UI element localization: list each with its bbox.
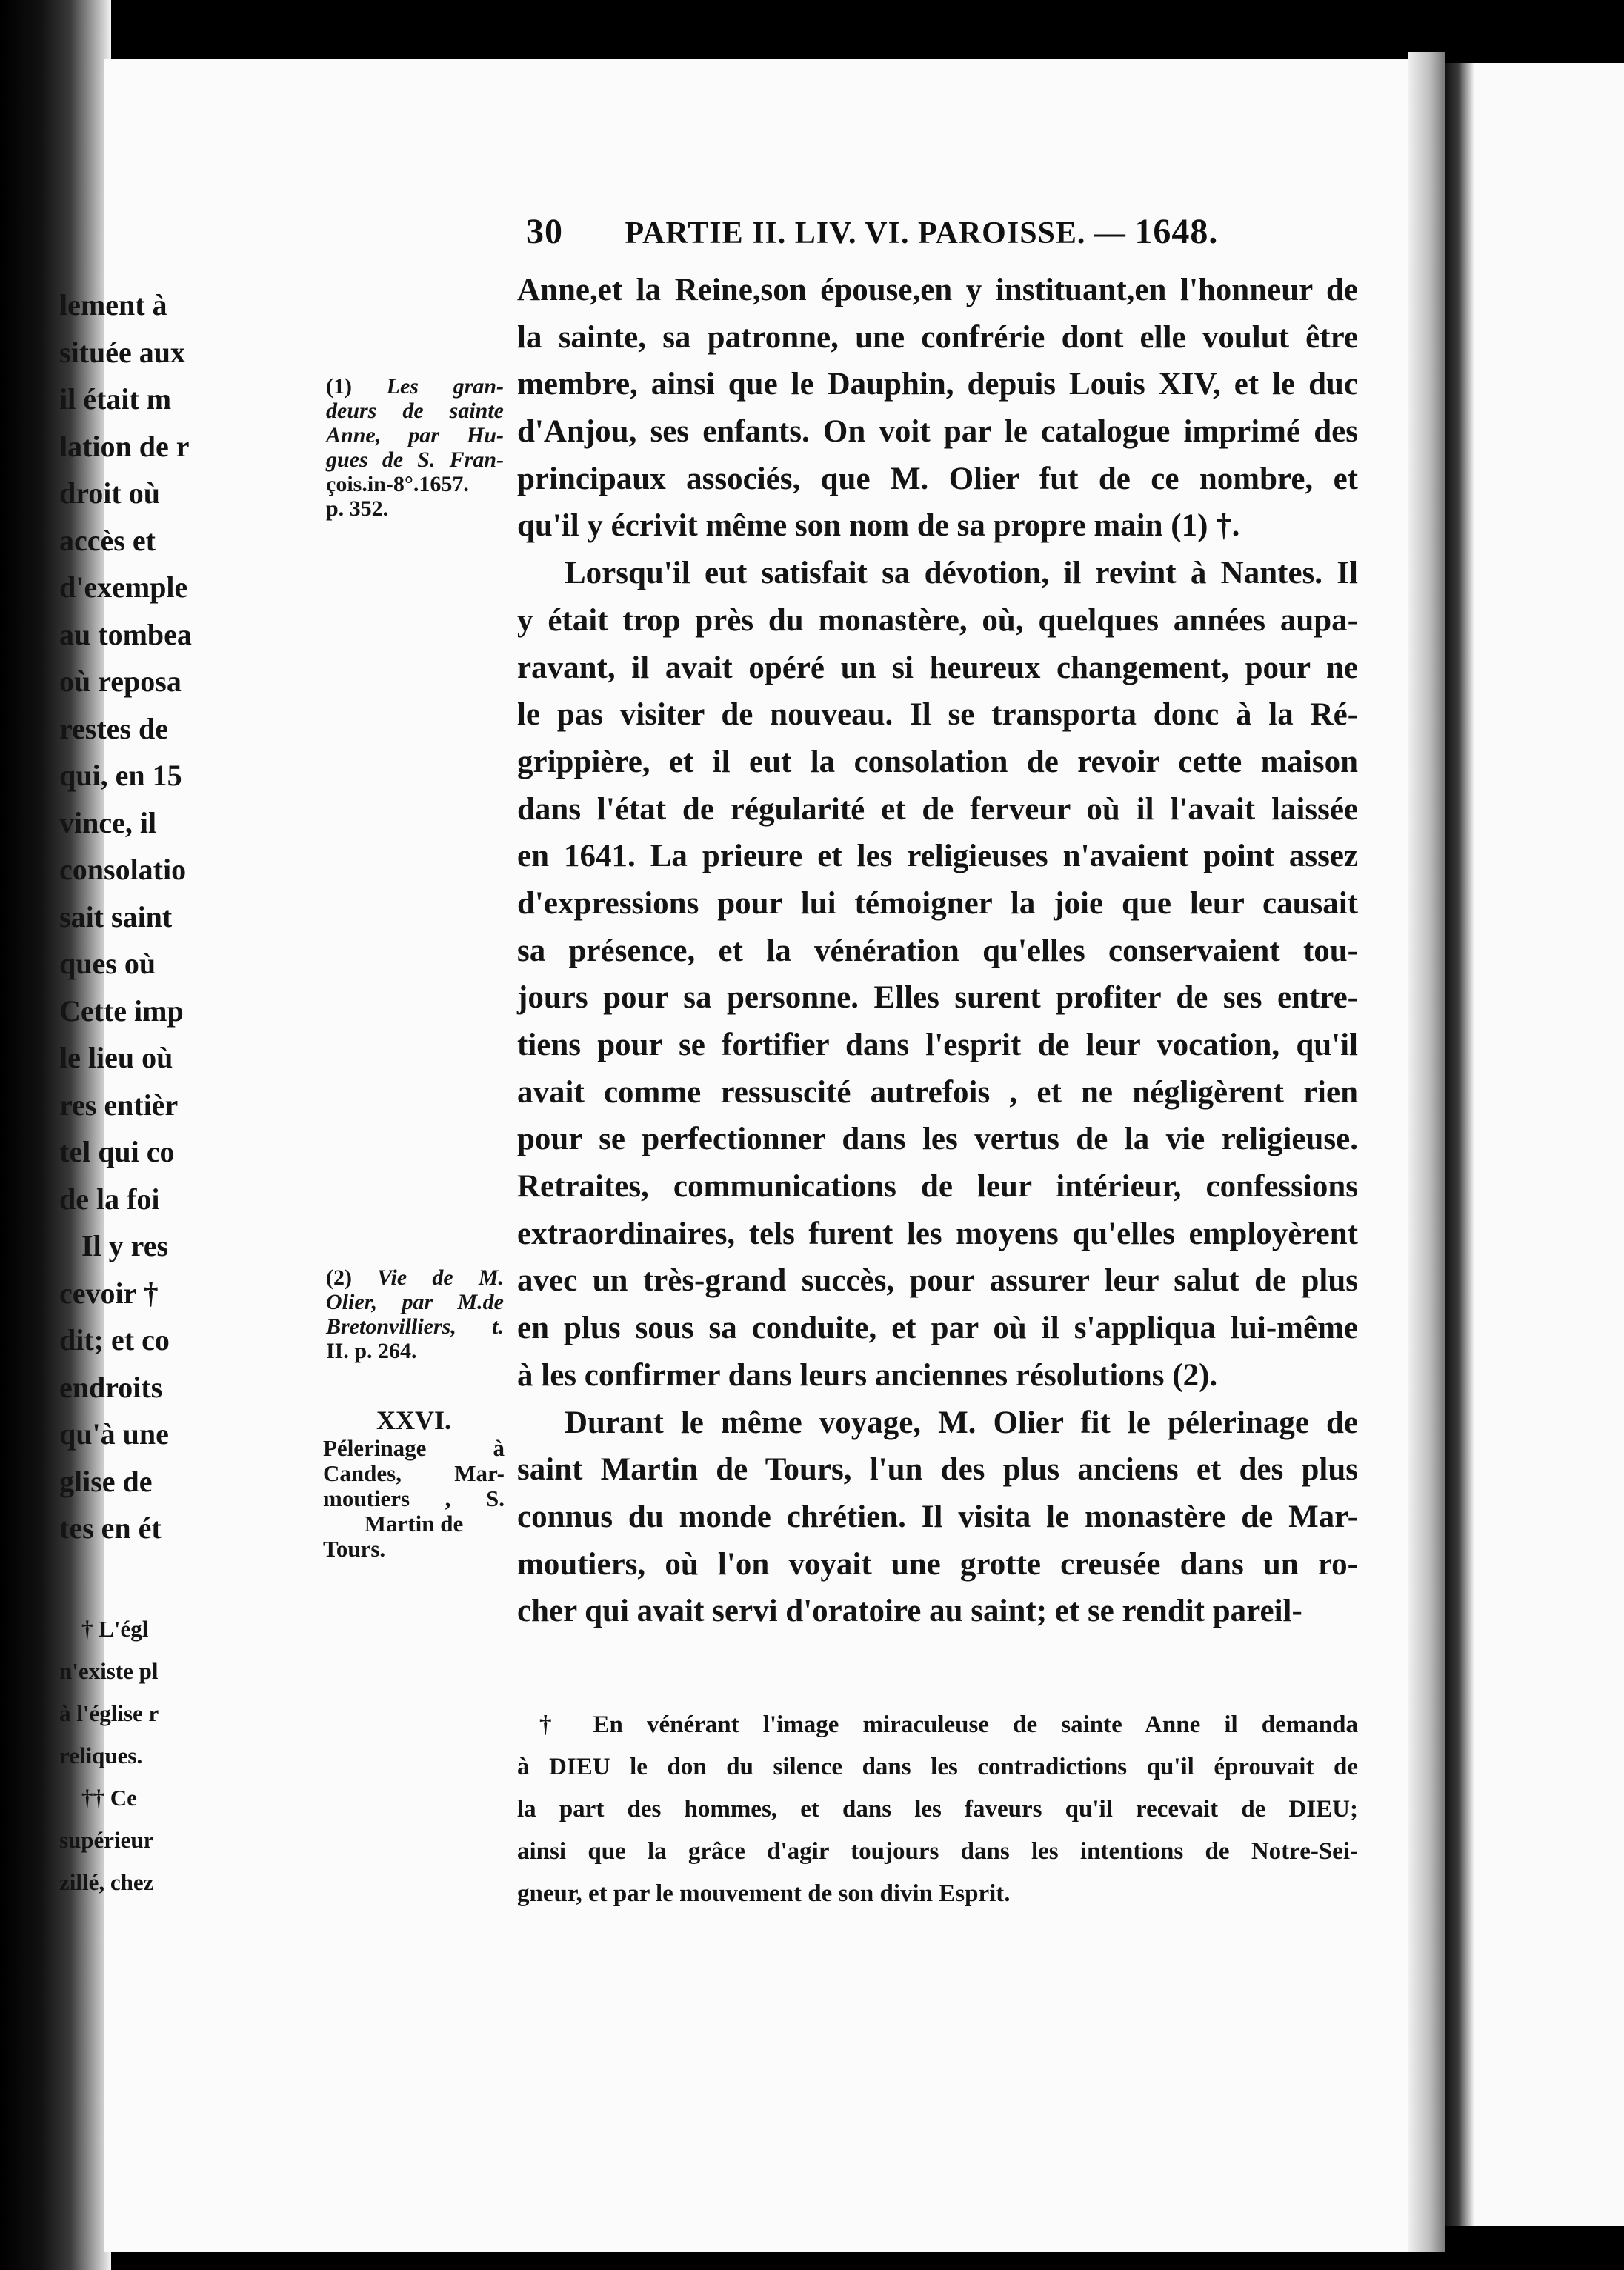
facing-page-note-line: †† Ce (81, 1785, 137, 1811)
facing-page-line: Il y res (81, 1229, 169, 1262)
text-line: grippière, et il eut la consolation de revoir cette maison (517, 744, 1358, 779)
facing-page-line: vince, il (59, 805, 157, 839)
facing-page-line: ques où (59, 947, 156, 980)
section-summary-line: Candes, Mar- (323, 1460, 505, 1486)
margin-note-1 (326, 374, 504, 521)
header-year: 1648. (1134, 212, 1219, 251)
margin-note-1-line: deurs de sainte (326, 399, 504, 423)
facing-page-line: droit où (59, 476, 160, 510)
section-summary-line: Pélerinage à (323, 1435, 505, 1461)
text-line: Anne,et la Reine,son épouse,en y instituant,en l'honneur de (517, 273, 1358, 307)
facing-page-fold (1445, 63, 1474, 2226)
text-line: principaux associés, que M. Olier fut de ce nombre, et (517, 461, 1358, 496)
margin-note-2-marker: (2) (326, 1265, 352, 1290)
margin-note-2-line: Olier, par M.de (326, 1290, 504, 1314)
text-line: d'expressions pour lui témoigner la joie que leur causait (517, 885, 1358, 921)
section-summary-line: Tours. (323, 1536, 386, 1562)
margin-note-1-line: çois.in-8°.1657. (326, 472, 469, 496)
text-line: pour se perfectionner dans les vertus de la vie religieuse. (517, 1122, 1358, 1157)
facing-page-line: qu'à une (59, 1417, 169, 1451)
facing-page-note-line: zillé, chez (59, 1869, 154, 1895)
section-summary (323, 1405, 505, 1562)
facing-page-line: il était m (59, 382, 172, 416)
footnote-line: † En vénérant l'image miraculeuse de sainte Anne il demanda (539, 1711, 1358, 1738)
facing-page-line: consolatio (59, 853, 187, 886)
text-line: ravant, il avait opéré un si heureux changement, pour ne (517, 650, 1358, 685)
facing-page-line: sait saint (59, 899, 173, 933)
text-line: avait comme ressuscité autrefois , et ne négligèrent rien (517, 1074, 1358, 1110)
footnote-line: à DIEU le don du silence dans les contradictions qu'il éprouvait de (517, 1754, 1358, 1780)
text-line: cher qui avait servi d'oratoire au saint; et se rendit pareil- (517, 1594, 1302, 1629)
facing-page-line: de la foi (59, 1182, 160, 1216)
section-number: XXVI. (376, 1405, 451, 1435)
footnote-line: la part des hommes, et dans les faveurs qu'il recevait de DIEU; (517, 1796, 1358, 1823)
running-title: PARTIE II. LIV. VI. PAROISSE. — (625, 216, 1126, 250)
facing-page-line: restes de (59, 711, 168, 745)
text-line: d'Anjou, ses enfants. On voit par le catalogue imprimé des (517, 414, 1358, 450)
facing-page-line: cevoir † (59, 1276, 159, 1310)
facing-page-line: accès et (59, 523, 156, 557)
book-gutter (1408, 52, 1445, 2252)
text-line: sa présence, et la vénération qu'elles conservaient tou- (517, 933, 1358, 968)
facing-page-line: lation de r (59, 429, 190, 463)
facing-page-line: glise de (59, 1464, 153, 1498)
text-line: y était trop près du monastère, où, quelques années aupa- (517, 602, 1358, 638)
footnote-line: ainsi que la grâce d'agir toujours dans les intentions de Notre-Sei- (517, 1838, 1358, 1865)
facing-page-note-line: supérieur (59, 1827, 154, 1853)
margin-note-1-marker: (1) (326, 374, 352, 399)
margin-note-1-line: gues de S. Fran- (326, 447, 504, 472)
margin-note-1-line: Anne, par Hu- (326, 423, 504, 447)
margin-note-2-line: Vie de M. (377, 1265, 504, 1290)
facing-page-text (59, 282, 192, 1552)
text-line: avec un très-grand succès, pour assurer leur salut de plus (517, 1263, 1358, 1299)
main-text (517, 267, 1358, 1635)
facing-page-line: lement à (59, 288, 167, 322)
running-header (526, 211, 1356, 252)
margin-note-1-line: Les gran- (386, 374, 504, 399)
text-line: Lorsqu'il eut satisfait sa dévotion, il revint à Nantes. Il (565, 556, 1358, 591)
text-line: en 1641. La prieure et les religieuses n'avaient point assez (517, 839, 1358, 874)
facing-page-notes (59, 1608, 159, 1903)
margin-note-1-line: p. 352. (326, 496, 389, 521)
text-line: Retraites, communications de leur intérieur, confessions (517, 1169, 1358, 1205)
text-line: moutiers, où l'on voyait une grotte creusée dans un ro- (517, 1546, 1358, 1582)
text-line: connus du monde chrétien. Il visita le monastère de Mar- (517, 1499, 1358, 1534)
facing-page-note-line: à l'église r (59, 1700, 159, 1726)
facing-page-line: Cette imp (59, 993, 184, 1028)
footnote (517, 1704, 1358, 1915)
text-line: saint Martin de Tours, l'un des plus anciens et des plus (517, 1452, 1358, 1488)
facing-page-line: au tombea (59, 617, 192, 651)
text-line: en plus sous sa conduite, et par où il s'appliqua lui-même (517, 1311, 1358, 1346)
section-summary-line: Martin de (364, 1511, 464, 1537)
text-line: qu'il y écrivit même son nom de sa propre main (1) †. (517, 508, 1240, 544)
text-line: jours pour sa personne. Elles surent profiter de ses entre- (517, 980, 1358, 1016)
text-line: le pas visiter de nouveau. Il se transporta donc à la Ré- (517, 697, 1358, 733)
facing-page-line: d'exemple (59, 570, 188, 604)
text-line: à les confirmer dans leurs anciennes résolutions (2). (517, 1357, 1218, 1393)
facing-page-line: endroits (59, 1370, 163, 1404)
facing-page-line: dit; et co (59, 1323, 170, 1357)
margin-note-2 (326, 1265, 504, 1363)
facing-page-line: tel qui co (59, 1135, 175, 1168)
section-summary-line: moutiers , S. (323, 1485, 505, 1511)
facing-page (1445, 63, 1624, 2226)
facing-page-line: qui, en 15 (59, 759, 182, 792)
facing-page-note-line: n'existe pl (59, 1658, 159, 1684)
footnote-line: gneur, et par le mouvement de son divin Esprit. (517, 1880, 1011, 1907)
text-line: la sainte, sa patronne, une confrérie dont elle voulut être (517, 319, 1358, 355)
margin-note-2-line: II. p. 264. (326, 1339, 417, 1363)
facing-page-line: où reposa (59, 665, 182, 698)
facing-page-line: res entièr (59, 1088, 179, 1122)
facing-page-line: tes en ét (59, 1511, 162, 1545)
text-line: Durant le même voyage, M. Olier fit le pélerinage de (565, 1405, 1358, 1440)
text-line: tiens pour se fortifier dans l'esprit de leur vocation, qu'il (517, 1028, 1358, 1062)
facing-page-line: le lieu où (59, 1041, 173, 1074)
page-number: 30 (526, 212, 563, 251)
facing-page-note-line: † L'égl (81, 1616, 149, 1642)
facing-page-line: située aux (59, 335, 185, 369)
facing-page-note-line: reliques. (59, 1743, 143, 1768)
text-line: extraordinaires, tels furent les moyens qu'elles employèrent (517, 1216, 1358, 1251)
text-line: membre, ainsi que le Dauphin, depuis Louis XIV, et le duc (517, 367, 1358, 402)
margin-note-2-line: Bretonvilliers, t. (326, 1314, 504, 1339)
text-line: dans l'état de régularité et de ferveur où il l'avait laissée (517, 791, 1358, 827)
